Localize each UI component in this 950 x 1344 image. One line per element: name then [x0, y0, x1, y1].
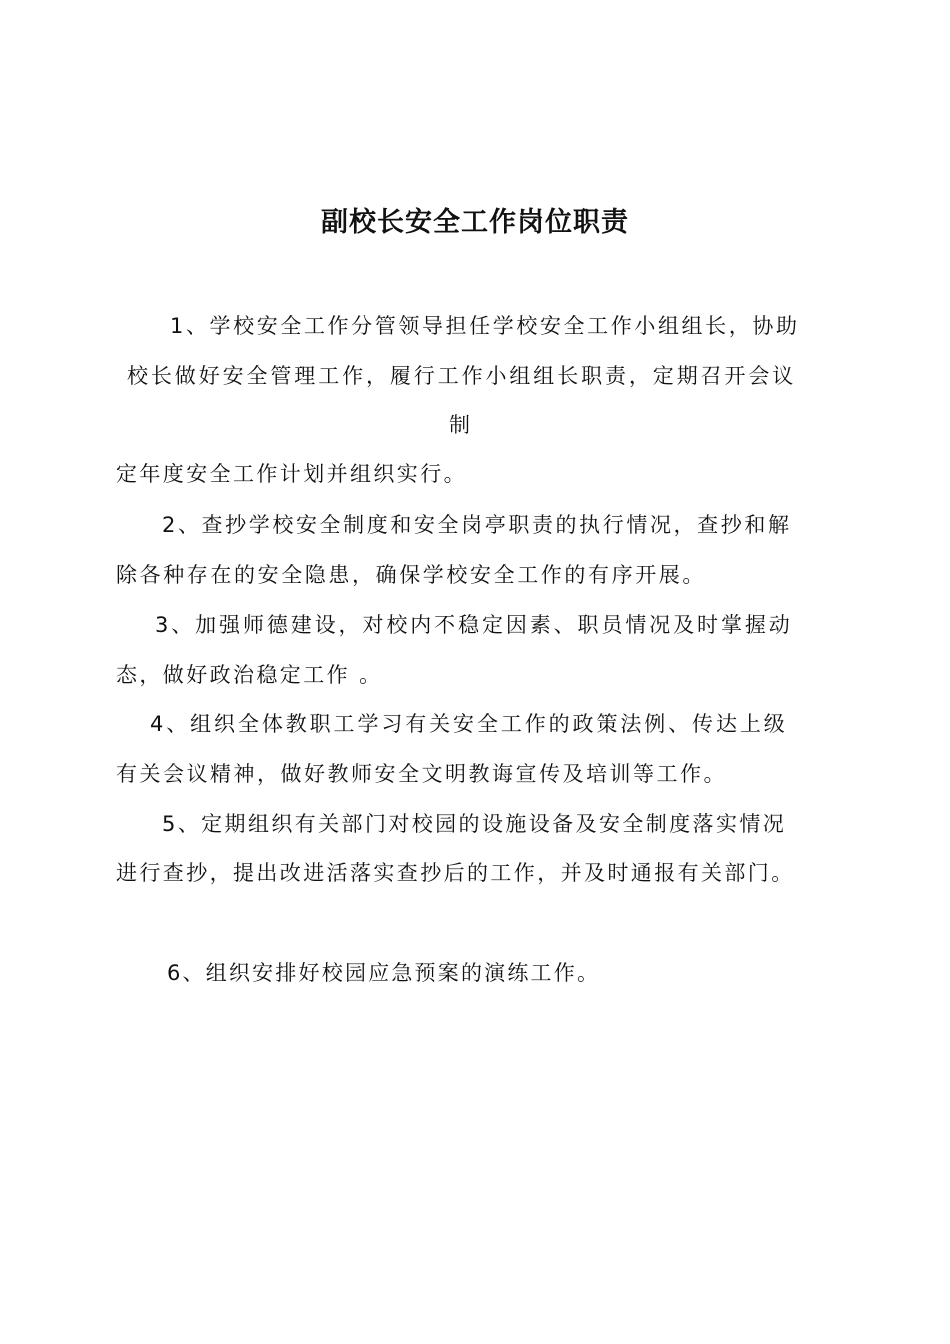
paragraph-5-line-1: 5、定期组织有关部门对校园的设施设备及安全制度落实情况 [162, 812, 787, 836]
paragraph-2-line-2: 除各种存在的安全隐患，确保学校安全工作的有序开展。 [116, 563, 706, 587]
paragraph-4-line-1: 4、组织全体教职工学习有关安全工作的政策法例、传达上级 [150, 712, 788, 736]
paragraph-4-line-2: 有关会议精神，做好教师安全文明教诲宣传及培训等工作。 [116, 762, 727, 786]
paragraph-1-line-2: 校长做好安全管理工作，履行工作小组组长职责，定期召开会议 [127, 364, 797, 388]
paragraph-2-line-1: 2、查抄学校安全制度和安全岗亭职责的执行情况，查抄和解 [162, 513, 792, 537]
paragraph-1-line-3: 制 [449, 413, 473, 437]
paragraph-3-line-1: 3、加强师德建设，对校内不稳定因素、职员情况及时掌握动 [155, 613, 793, 637]
paragraph-1-line-4: 定年度安全工作计划并组织实行。 [116, 462, 467, 486]
paragraph-3-line-2: 态，做好政治稳定工作 。 [116, 663, 383, 687]
document-title: 副校长安全工作岗位职责 [321, 207, 629, 238]
paragraph-6-line-1: 6、组织安排好校园应急预案的演练工作。 [167, 961, 601, 985]
paragraph-1-line-1: 1、学校安全工作分管领导担任学校安全工作小组组长，协助 [170, 314, 800, 338]
paragraph-5-line-2: 进行查抄，提出改进活落实查抄后的工作，并及时通报有关部门。 [116, 861, 795, 885]
